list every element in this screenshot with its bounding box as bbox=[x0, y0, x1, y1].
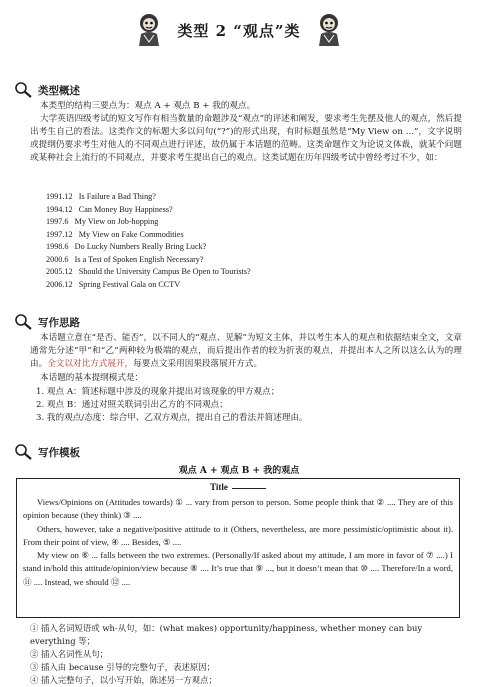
template-box bbox=[16, 478, 460, 618]
cartoon-mascot-right-icon bbox=[315, 12, 343, 48]
cartoon-mascot-left-icon bbox=[135, 12, 163, 48]
thinking-heading-text: 写作思路 bbox=[38, 316, 80, 329]
list-item: 2. 观点 B：通过对照关联词引出乙方的不同观点； bbox=[36, 400, 228, 410]
list-item: 1997.6 My View on Job-hopping bbox=[46, 217, 159, 226]
template-paragraph-3: My view on ⑥ ... falls between the two extremes. (Personally/If asked about my attitude, I am more in favor of ⑦ ....) I stand in/hold this attitude/opinion/view because ⑧ .... It’s true that ⑨ ..., but it doesn’t mean that ⑩ .... Therefore/In a word, ⑪ .... Instead, we should ⑫ .... bbox=[23, 550, 453, 587]
list-item: 1994.12 Can Money Buy Happiness? bbox=[46, 204, 173, 214]
template-notes bbox=[30, 622, 462, 687]
list-item: 2000.6 Is a Test of Spoken English Necessary? bbox=[46, 254, 204, 264]
list-item: 1. 观点 A：简述标题中涉及的现象并提出对该现象的甲方观点； bbox=[36, 387, 280, 397]
thinking-paragraph: 本话题立意在“是否、能否”，以不同人的“观点、见解”为短文主体，并以考生本人的观点和依据结束全文，文章通常先分述“甲”和“乙”两种较为极端的观点，而后提出作者的较为折衷的观点，并提出本人之所以这么认为的理由。全文以对比方式展开，每要点文采用因果段落展开方式。 bbox=[30, 333, 462, 369]
list-item: 2005.12 Should the University Campus Be Open to Tourists? bbox=[46, 267, 251, 276]
list-item: 1998.6 Do Lucky Numbers Really Bring Luck? bbox=[46, 242, 207, 251]
list-item: ③ 插入由 because 引导的完整句子，表述原因； bbox=[30, 662, 216, 672]
template-heading bbox=[14, 444, 80, 460]
template-heading-text: 写作模板 bbox=[38, 446, 80, 459]
list-item: 1997.12 My View on Fake Commodities bbox=[46, 229, 184, 239]
page-title: 类型 2 “观点”类 bbox=[177, 21, 301, 40]
magnifier-icon bbox=[14, 82, 34, 98]
overview-heading-text: 类型概述 bbox=[38, 84, 80, 97]
magnifier-icon bbox=[14, 314, 34, 330]
list-item: 1991.12 Is Failure a Bad Thing? bbox=[46, 192, 156, 201]
page-header bbox=[0, 10, 478, 50]
thinking-outline-intro: 本话题的基本提纲模式是： bbox=[40, 373, 144, 383]
template-paragraph-2: Others, however, take a negative/positive attitude to it (Others, nevertheless, are more pessimistic/optimistic about it). From their point of view, ④ .... Besides, ⑤ .... bbox=[23, 523, 453, 547]
template-text bbox=[23, 496, 453, 589]
magnifier-icon bbox=[14, 444, 34, 460]
overview-intro: 本类型的结构三要点为：观点 A + 观点 B + 我的观点。 bbox=[40, 101, 256, 111]
thinking-heading bbox=[14, 314, 80, 330]
list-item: ④ 插入完整句子，以小写开始，陈述另一方观点； bbox=[30, 675, 217, 685]
template-box-title: Title bbox=[17, 482, 459, 492]
list-item: ② 插入名词性从句； bbox=[30, 649, 109, 659]
outline-steps bbox=[36, 386, 466, 425]
list-item: 3. 我的观点/态度：综合甲、乙双方观点，提出自己的看法并简述理由。 bbox=[36, 413, 308, 423]
title-blank-line bbox=[232, 488, 266, 489]
overview-body: 大学英语四级考试的短文写作有相当数量的命题涉及“观点”的评述和阐发，要求考生先摆及他人的观点，然后提出考生自己的看法。这类作文的标题大多以问句(“?”)的形式出现，有时标题虽然是“My View on ...”，文字说明或提纲仍要求考生对他人的不同观点进行评述，故仍属于本话题的范畴。这类命题作文为论说文体裁，就某个问题或某种社会上流行的不同观点，并要求考生提出自己的观点。这类试题在历年四级考试中曾经考过不少，如： bbox=[30, 114, 462, 163]
list-item: ① 插入名词短语或 wh-从句，如：(what makes) opportunity/happiness, whether money can buy everything 等； bbox=[30, 623, 423, 646]
list-item: 2006.12 Spring Festival Gala on CCTV bbox=[46, 279, 181, 289]
exam-list bbox=[46, 191, 466, 291]
overview-heading bbox=[14, 82, 80, 98]
template-paragraph-1: Views/Opinions on (Attitudes towards) ① ... vary from person to person. Some people think that ② .... They are of this opinion because (they think) ③ .... bbox=[23, 497, 453, 521]
template-caption: 观点 A + 观点 B + 我的观点 bbox=[178, 466, 300, 476]
